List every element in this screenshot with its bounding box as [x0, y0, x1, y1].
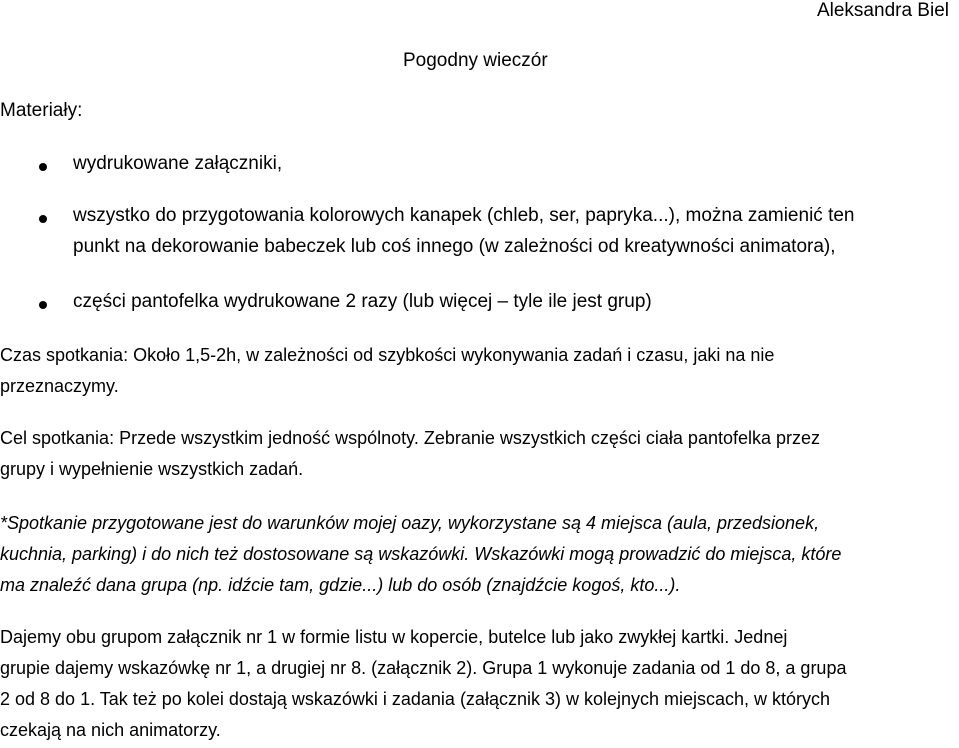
- materials-item-text: części pantofelka wydrukowane 2 razy (lub więcej – tyle ile jest grup): [73, 291, 652, 312]
- document-title: Pogodny wieczór: [403, 50, 548, 71]
- materials-heading: Materiały:: [0, 100, 83, 121]
- materials-item-text: punkt na dekorowanie babeczek lub coś innego (w zależności od kreatywności animatora),: [73, 236, 836, 257]
- meeting-goal-paragraph: [0, 423, 820, 485]
- paragraph-line: kuchnia, parking) i do nich też dostosowane są wskazówki. Wskazówki mogą prowadzić do miejsca, które: [0, 544, 842, 564]
- materials-item-text: wszystko do przygotowania kolorowych kanapek (chleb, ser, papryka...), można zamienić ten: [73, 205, 855, 226]
- paragraph-line: Czas spotkania: Około 1,5-2h, w zależności od szybkości wykonywania zadań i czasu, jaki na nie: [0, 345, 775, 365]
- materials-item-text: wydrukowane załączniki,: [73, 153, 283, 174]
- paragraph-line: Dajemy obu grupom załącznik nr 1 w formie listu w kopercie, butelce lub jako zwykłej kartki. Jednej: [0, 627, 788, 647]
- bullet-icon: [39, 215, 47, 223]
- paragraph-line: czekają na nich animatorzy.: [0, 720, 221, 740]
- note-paragraph: [0, 508, 841, 601]
- author-name: Aleksandra Biel: [816, 0, 949, 21]
- paragraph-line: 2 od 8 do 1. Tak też po kolei dostają wskazówki i zadania (załącznik 3) w kolejnych miejscach, w których: [0, 689, 831, 709]
- meeting-time-paragraph: [0, 340, 774, 402]
- instructions-paragraph: [0, 622, 846, 746]
- paragraph-line: ma znaleźć dana grupa (np. idźcie tam, gdzie...) lub do osób (znajdźcie kogoś, kto...).: [0, 575, 681, 595]
- paragraph-line: grupy i wypełnienie wszystkich zadań.: [0, 459, 304, 479]
- paragraph-line: *Spotkanie przygotowane jest do warunków mojej oazy, wykorzystane są 4 miejsca (aula, przedsionek,: [0, 513, 820, 533]
- paragraph-line: grupie dajemy wskazówkę nr 1, a drugiej nr 8. (załącznik 2). Grupa 1 wykonuje zadania od 1 do 8, a grupa: [0, 658, 847, 678]
- bullet-icon: [39, 163, 47, 171]
- bullet-icon: [39, 301, 47, 309]
- paragraph-line: przeznaczymy.: [0, 376, 119, 396]
- paragraph-line: Cel spotkania: Przede wszystkim jedność wspólnoty. Zebranie wszystkich części ciała pantofelka przez: [0, 428, 821, 448]
